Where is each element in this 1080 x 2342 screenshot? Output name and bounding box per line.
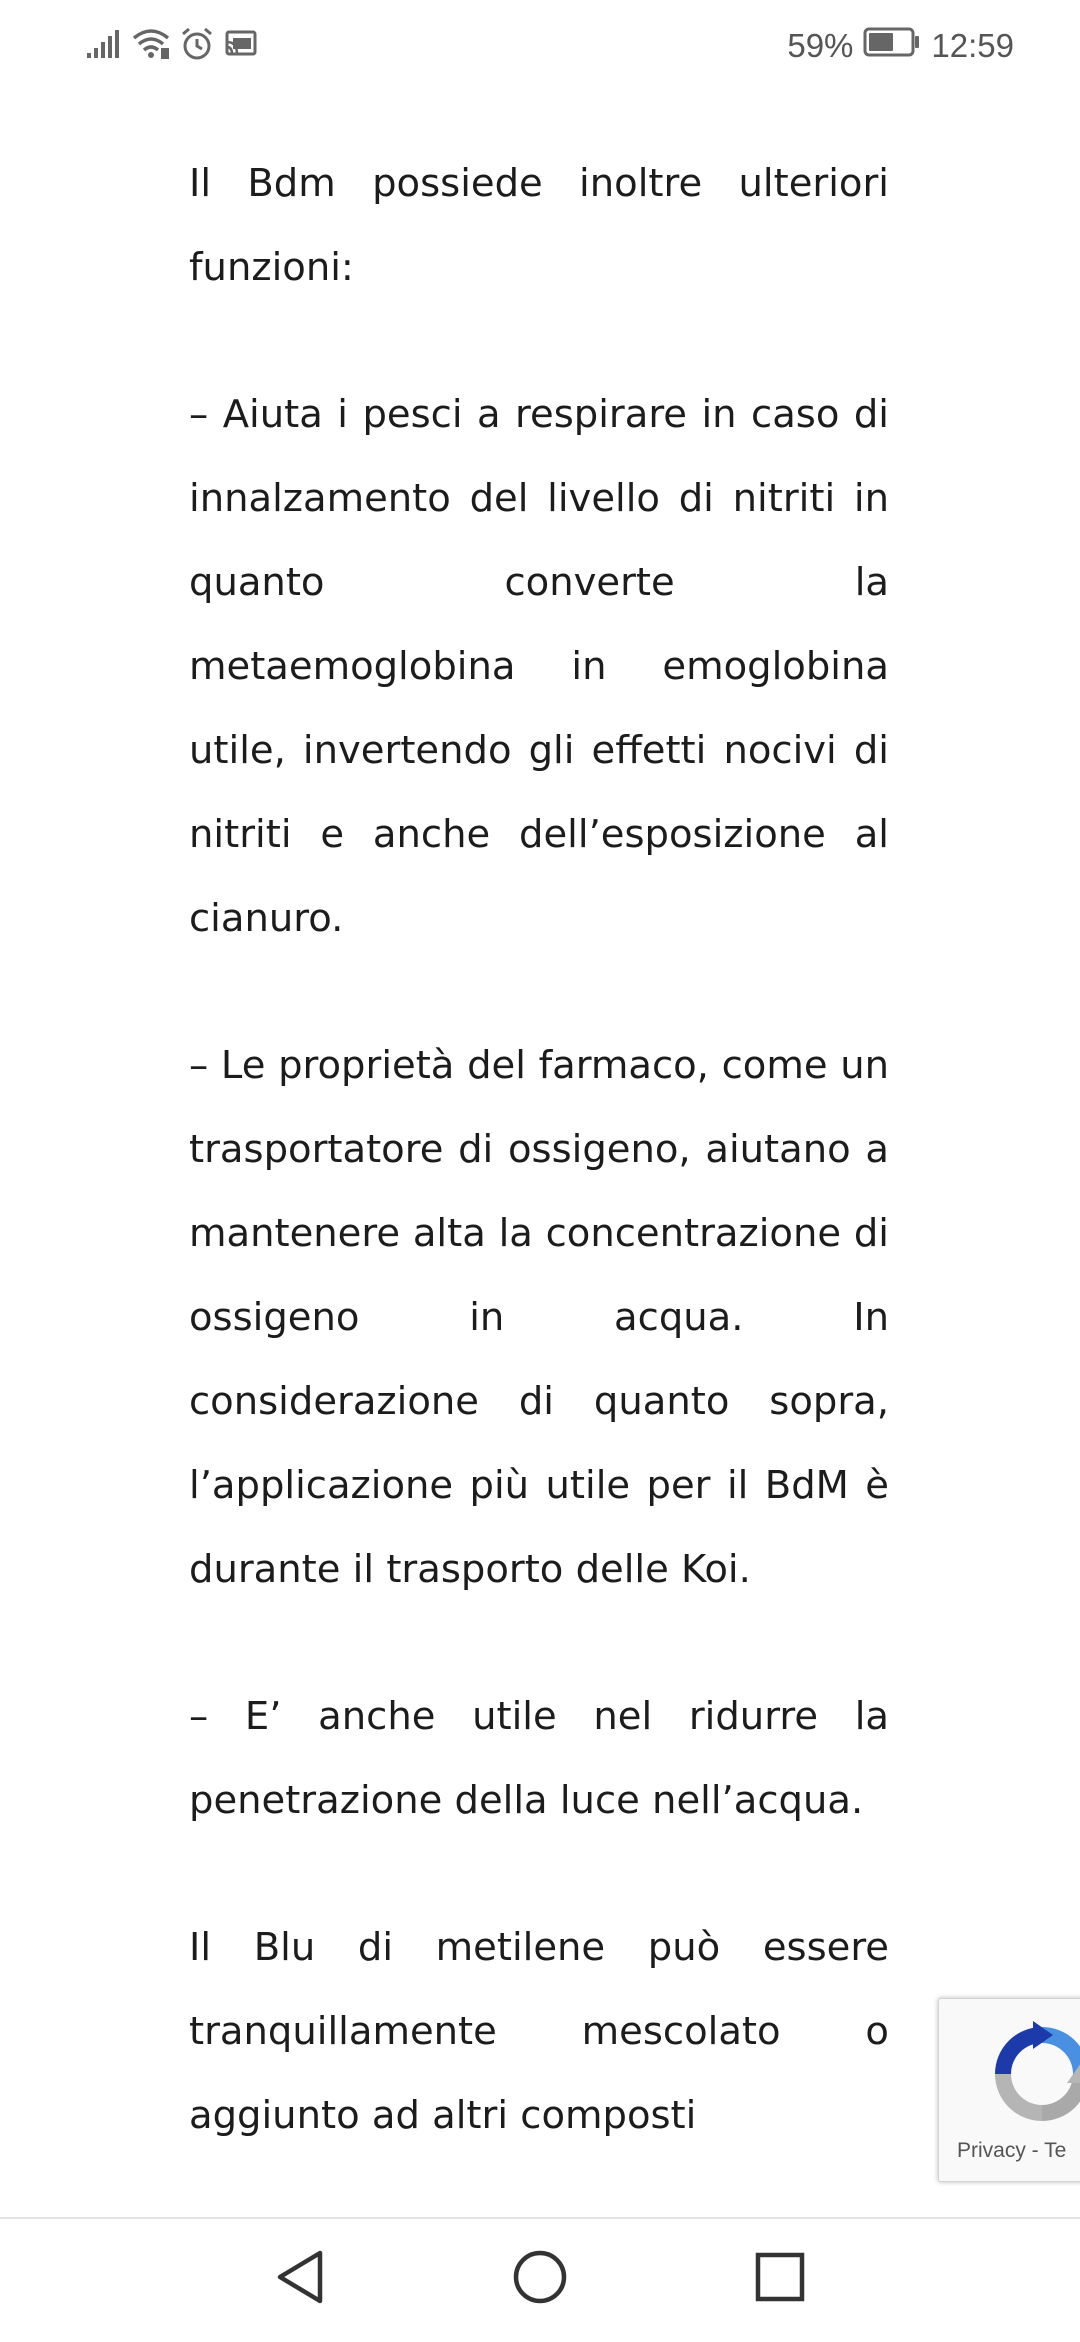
- article-paragraph: – E’ anche utile nel ridurre la penetrazione della luce nell’acqua.: [189, 1694, 889, 1823]
- recents-icon: [754, 2251, 806, 2308]
- article-content: [189, 92, 889, 2217]
- article-paragraph: Il Blu di metilene può essere tranquillamente mescolato o aggiunto ad altri composti: [189, 1925, 889, 2138]
- cast-icon: [224, 29, 258, 64]
- recaptcha-logo-icon: [987, 2019, 1080, 2129]
- battery-icon: [863, 27, 921, 65]
- recaptcha-badge[interactable]: [938, 1998, 1080, 2182]
- home-button[interactable]: [508, 2247, 572, 2311]
- status-icons-right: [787, 22, 1014, 70]
- alarm-icon: [180, 27, 214, 66]
- recents-button[interactable]: [748, 2247, 812, 2311]
- navigation-bar: [0, 2217, 1080, 2342]
- article-paragraph: Il Bdm possiede inoltre ulteriori funzioni:: [189, 161, 889, 290]
- back-button[interactable]: [268, 2247, 332, 2311]
- battery-percent: 59%: [787, 27, 854, 64]
- article-paragraph: – Le proprietà del farmaco, come un trasportatore di ossigeno, aiutano a mantenere alta la concentrazione di ossigeno in acqua. In considerazione di quanto sopra, l’applicazione più utile per il BdM è durante il trasporto delle Koi.: [189, 1043, 889, 1592]
- recaptcha-privacy-terms-link[interactable]: Privacy - Te: [957, 2139, 1067, 2162]
- back-icon: [274, 2249, 326, 2310]
- clock: 12:59: [931, 27, 1014, 64]
- wifi-icon: [132, 28, 170, 65]
- home-icon: [512, 2249, 568, 2310]
- status-bar: [0, 0, 1080, 92]
- article-paragraph: – Aiuta i pesci a respirare in caso di innalzamento del livello di nitriti in quanto converte la metaemoglobina in emoglobina utile, invertendo gli effetti nocivi di nitriti e anche dell’esposizione al cianuro.: [189, 392, 889, 941]
- signal-icon: [86, 29, 122, 64]
- status-icons-left: [86, 24, 258, 68]
